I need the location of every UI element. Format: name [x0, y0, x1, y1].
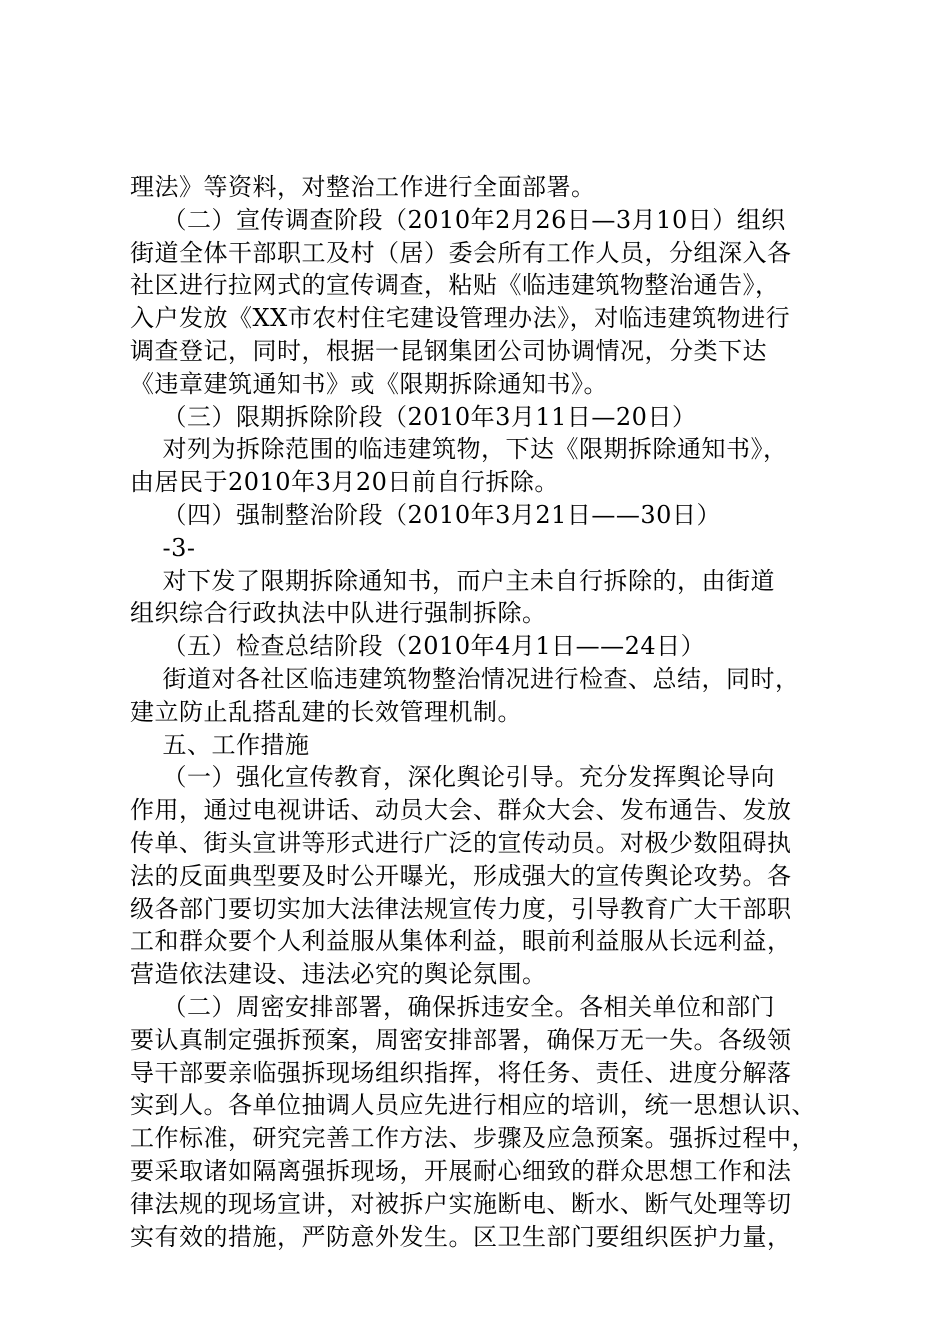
text-line: 要认真制定强拆预案，周密安排部署，确保万无一失。各级领 — [130, 1025, 792, 1054]
text-line: 要采取诸如隔离强拆现场，开展耐心细致的群众思想工作和法 — [130, 1156, 792, 1185]
text-line: （一）强化宣传教育，深化舆论引导。充分发挥舆论导向 — [130, 763, 776, 792]
text-line: （二）宣传调查阶段（2010年2月26日—3月10日）组织 — [130, 205, 786, 234]
page-number: -3- — [130, 533, 196, 562]
text-line: 营造依法建设、违法必究的舆论氛围。 — [130, 960, 547, 989]
text-line: 调查登记，同时，根据一昆钢集团公司协调情况，分类下达 — [130, 336, 767, 365]
text-line: 由居民于2010年3月20日前自行拆除。 — [130, 468, 559, 497]
section-heading: （四）强制整治阶段（2010年3月21日——30日） — [130, 500, 721, 529]
text-line: 律法规的现场宣讲，对被拆户实施断电、断水、断气处理等切 — [130, 1189, 792, 1218]
text-line: （二）周密安排部署，确保拆违安全。各相关单位和部门 — [130, 992, 776, 1021]
text-line: 对列为拆除范围的临违建筑物，下达《限期拆除通知书》， — [130, 435, 788, 464]
section-heading: 五、工作措施 — [130, 730, 310, 759]
text-line: 建立防止乱搭乱建的长效管理机制。 — [130, 697, 522, 726]
document-body — [130, 171, 842, 1253]
text-line: 街道全体干部职工及村（居）委会所有工作人员，分组深入各 — [130, 238, 792, 267]
text-line: 传单、街头宣讲等形式进行广泛的宣传动员。对极少数阻碍执 — [130, 828, 792, 857]
section-heading: （三）限期拆除阶段（2010年3月11日—20日） — [130, 402, 697, 431]
text-line: 社区进行拉网式的宣传调查，粘贴《临违建筑物整治通告》， — [130, 271, 780, 300]
text-line: 工作标准，研究完善工作方法、步骤及应急预案。强拆过程中， — [130, 1124, 816, 1153]
text-line: 入户发放《XX市农村住宅建设管理办法》，对临违建筑物进行 — [130, 304, 791, 333]
text-line: 法的反面典型要及时公开曝光，形成强大的宣传舆论攻势。各 — [130, 861, 792, 890]
section-heading: （五）检查总结阶段（2010年4月1日——24日） — [130, 632, 706, 661]
text-line: 街道对各社区临违建筑物整治情况进行检查、总结，同时， — [130, 664, 800, 693]
text-line: 理法》等资料，对整治工作进行全面部署。 — [130, 173, 596, 201]
text-line: 《违章建筑通知书》或《限期拆除通知书》。 — [130, 369, 608, 398]
text-line: 实到人。各单位抽调人员应先进行相应的培训，统一思想认识、 — [130, 1091, 816, 1120]
text-line: 对下发了限期拆除通知书，而户主未自行拆除的，由街道 — [130, 566, 776, 595]
text-line: 导干部要亲临强拆现场组织指挥，将任务、责任、进度分解落 — [130, 1058, 792, 1087]
text-line: 组织综合行政执法中队进行强制拆除。 — [130, 599, 547, 628]
text-line: 实有效的措施，严防意外发生。区卫生部门要组织医护力量， — [130, 1222, 792, 1251]
text-line: 级各部门要切实加大法律法规宣传力度，引导教育广大干部职 — [130, 894, 792, 923]
text-line: 工和群众要个人利益服从集体利益，眼前利益服从长远利益， — [130, 927, 792, 956]
text-line: 作用，通过电视讲话、动员大会、群众大会、发布通告、发放 — [130, 796, 792, 825]
